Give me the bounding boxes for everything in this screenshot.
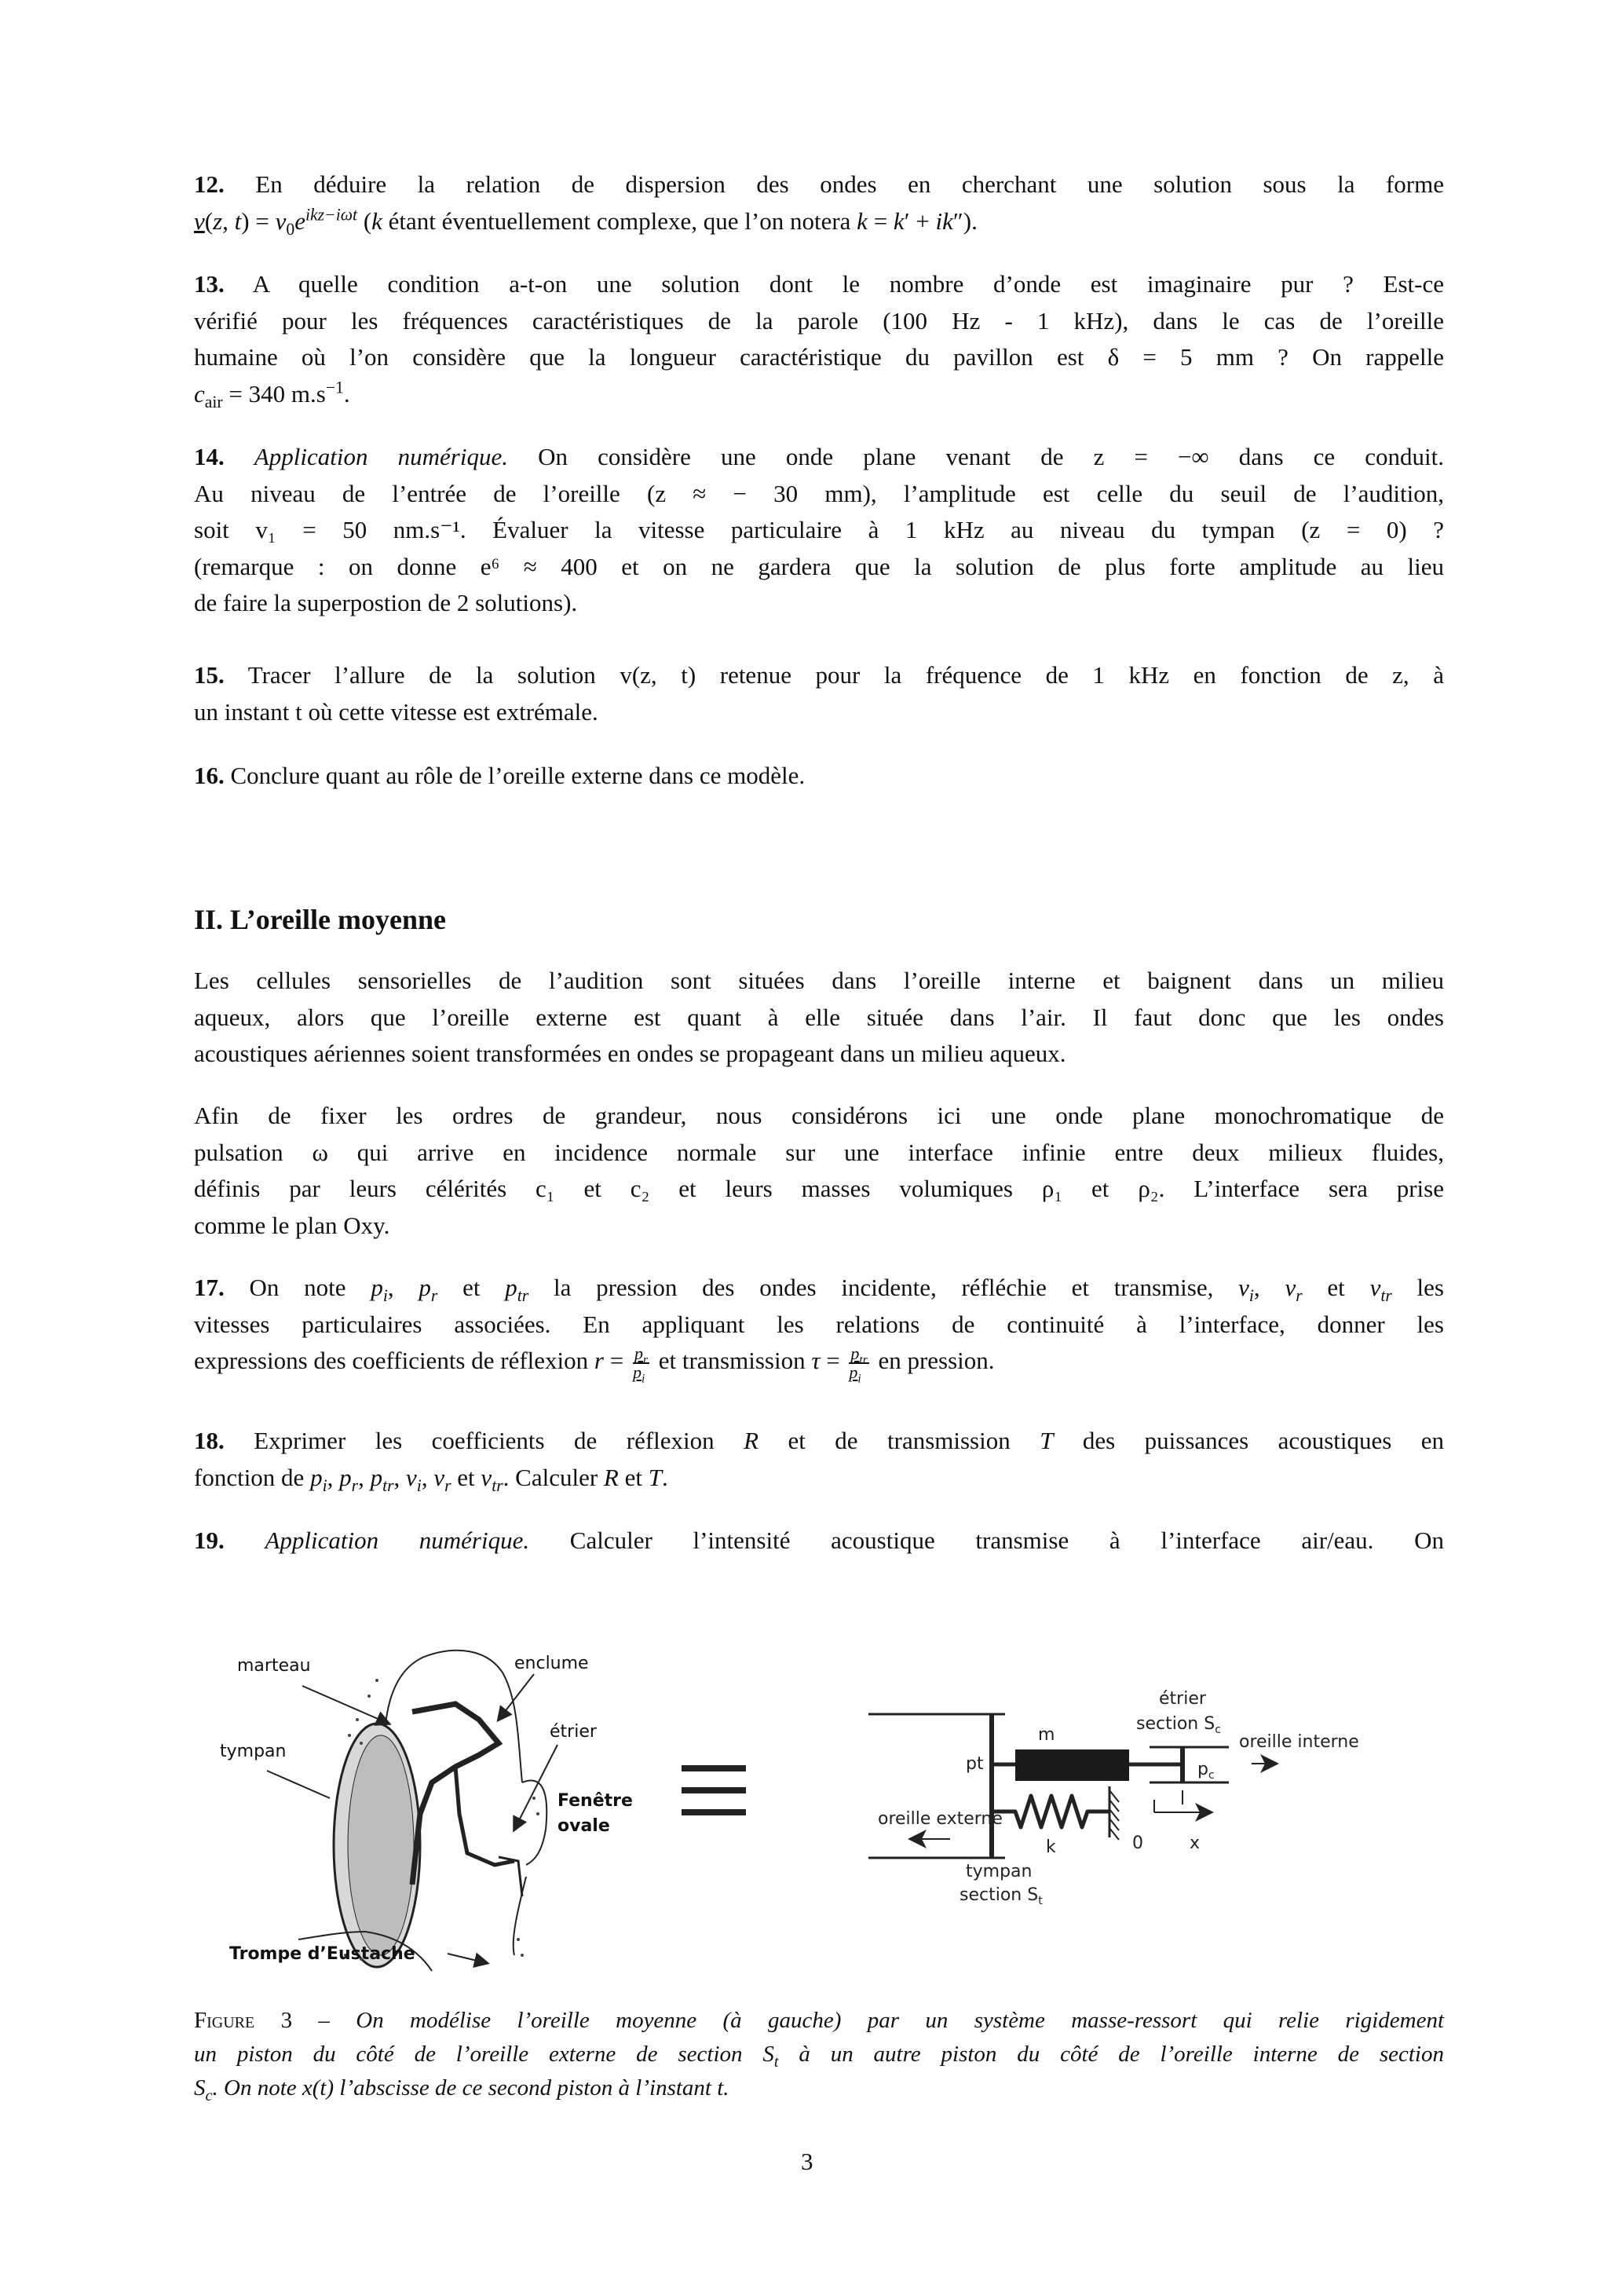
label-trompe-eustache: Trompe d’Eustache [229,1944,415,1964]
question-number: 13. [194,270,225,298]
paragraph-line: Afin de fixer les ordres de grandeur, nous considérons ici une onde plane monochromatique de [194,1102,1444,1129]
label-fenetre: Fenêtre [557,1791,633,1811]
question-lead: Application numérique. [254,443,508,470]
model-labels [878,1689,1359,1907]
question-15 [194,657,1444,730]
paragraph-line: pulsation ω qui arrive en incidence normale sur une interface infinie entre deux milieux fluides, [194,1138,1444,1166]
section-paragraph-2 [194,1098,1444,1244]
middle-ear-anatomy-sketch [267,1651,557,1971]
mass-block [1015,1749,1129,1781]
question-number: 12. [194,170,225,198]
question-12 [194,166,1444,239]
question-formula-line: v(z, $t) = v_0e^{ikz-i\omega t}$ (k étant éventuellement complexe, que l’on notera k = k′ + ik″). [194,205,978,239]
label-pt: pt [966,1754,984,1774]
question-17: 17. On note $p_i$, $p_r$ et $p_{tr}$ la pression des ondes incidente, réfléchie et transmise, $v_i$, $v_r$ et $v_{tr}$ les vitesses particulaires associées. En appliquant les relations de continuité à l’interface, donner les expressions des coefficients de réflexion r = $\frac{p_r}{p_i}$ et transmission τ = $\frac{p_{tr}}{p_i}$ en pression. [194,1274,1444,1386]
question-number: 14. [194,443,225,470]
question-formula-line: expressions des coefficients de réflexion r = $\frac{p_r}{p_i}$ et transmission τ = $\frac{p_{tr}}{p_i}$ en pression. [194,1343,995,1386]
question-number: 16. [194,762,225,789]
question-text: En déduire la relation de dispersion des ondes en cherchant une solution sous la forme [255,170,1445,198]
question-text: Tracer l’allure de la solution v(z, t) retenue pour la fréquence de 1 kHz en fonction de z, à [247,661,1444,689]
figure-label: Figure 3 [194,2008,293,2033]
label-x: x [1190,1834,1201,1853]
fraction-r: $\frac{p_r}{p_i}$ [632,1343,648,1386]
question-text: vérifié pour les fréquences caractéristiques de la parole (100 Hz - 1 kHz), dans le cas de l’oreille [194,306,1444,335]
question-number: 18. [194,1427,225,1454]
paragraph-line: aqueux, alors que l’oreille externe est quant à elle située dans l’air. Il faut donc que les ondes [194,1003,1444,1031]
question-text: A quelle condition a-t-on une solution dont le nombre d’onde est imaginaire pur ? Est-ce [252,270,1444,298]
label-oreille-interne: oreille interne [1239,1732,1359,1752]
fraction-tau: $\frac{p_{tr}}{p_i}$ [849,1343,868,1386]
section-paragraph-1 [194,963,1444,1073]
label-m: m [1038,1725,1055,1745]
question-text: (remarque : on donne e⁶ ≈ 400 et on ne gardera que la solution de plus forte amplitude au lieu [194,552,1444,580]
paragraph-line: acoustiques aériennes soient transformées en ondes se propageant dans un milieu aqueux. [194,1040,1066,1067]
paragraph-line: définis par leurs célérités c₁ et c₂ et leurs masses volumiques ρ₁ et ρ₂. L’interface sera prise [194,1175,1444,1202]
question-19 [194,1523,1444,1559]
fixed-wall-hatch [1109,1790,1119,1840]
label-ovale: ovale [557,1816,610,1836]
question-number: 15. [194,661,225,689]
paragraph-line: comme le plan Oxy. [194,1211,390,1239]
question-text: Au niveau de l’entrée de l’oreille (z ≈ − 30 mm), l’amplitude est celle du seuil de l’audition, [194,479,1444,507]
question-text: On considère une onde plane venant de z = −∞ dans ce conduit. [538,443,1445,470]
label-tympan-model: tympan [966,1862,1033,1881]
label-etrier: étrier [550,1722,597,1742]
question-text: Conclure quant au rôle de l’oreille externe dans ce modèle. [230,762,806,789]
question-18: 18. Exprimer les coefficients de réflexion R et de transmission T des puissances acoustiques en fonction de $p_i$, $p_r$, $p_{tr}$, $v_i$, $v_r$ et $v_{tr}$. Calculer R et T. [194,1427,1445,1495]
label-k: k [1046,1837,1056,1857]
question-formula-line: fonction de $p_i$, $p_r$, $p_{tr}$, $v_i$, $v_r$ et $v_{tr}$. Calculer R et T. [194,1463,668,1495]
caption-text: – On modélise l’oreille moyenne (à gauche) par un système masse-ressort qui relie rigidement [318,2008,1445,2033]
label-enclume: enclume [514,1654,589,1673]
question-text: humaine où l’on considère que la longueur caractéristique du pavillon est δ = 5 mm ? On rappelle [194,343,1444,371]
question-16 [194,758,1444,795]
question-text: vitesses particulaires associées. En appliquant les relations de continuité à l’interface, donner les [194,1310,1444,1338]
section-heading: II. L’oreille moyenne [194,904,446,935]
label-marteau: marteau [237,1656,311,1676]
middle-ear-diagram [220,1625,1460,1987]
question-text: de faire la superpostion de 2 solutions). [194,589,578,616]
question-formula-line: $c_{air} = 340$ $m.s^{-1}$. [194,378,350,411]
anatomy-labels [220,1654,633,1964]
equivalence-icon [682,1765,746,1815]
question-13 [194,266,1444,412]
question-lead: Application numérique. [265,1526,530,1554]
label-zero: 0 [1132,1834,1143,1853]
spring [992,1796,1109,1827]
question-14 [194,439,1444,622]
label-etrier-model: étrier [1159,1689,1206,1709]
page-number: 3 [801,2148,813,2175]
question-number: 19. [194,1526,225,1554]
question-text: soit v₁ = 50 nm.s⁻¹. Évaluer la vitesse particulaire à 1 kHz au niveau du tympan (z = 0) ? [194,516,1444,543]
label-oreille-externe: oreille externe [878,1809,1003,1829]
caption-line: $S_c$. On note x(t) l’abscisse de ce second piston à l’instant t. [194,2075,729,2104]
label-pc: $p_c$ [1197,1760,1215,1782]
question-text: un instant t où cette vitesse est extrémale. [194,697,598,726]
question-number: 17. [194,1274,225,1301]
question-text: Calculer l’intensité acoustique transmise à l’interface air/eau. On [569,1526,1445,1554]
label-tympan: tympan [220,1742,287,1761]
figure-caption [194,2004,1444,2105]
figure-3 [220,1625,1460,1987]
caption-line: un piston du côté de l’oreille externe de section $S_t$ à un autre piston du côté de l’oreille interne de section [194,2042,1444,2071]
paragraph-line: Les cellules sensorielles de l’audition sont situées dans l’oreille interne et baignent dans un milieu [194,967,1444,994]
label-section-sc: section $S_c$ [1136,1714,1221,1736]
label-section-st: section $S_t$ [960,1885,1043,1907]
